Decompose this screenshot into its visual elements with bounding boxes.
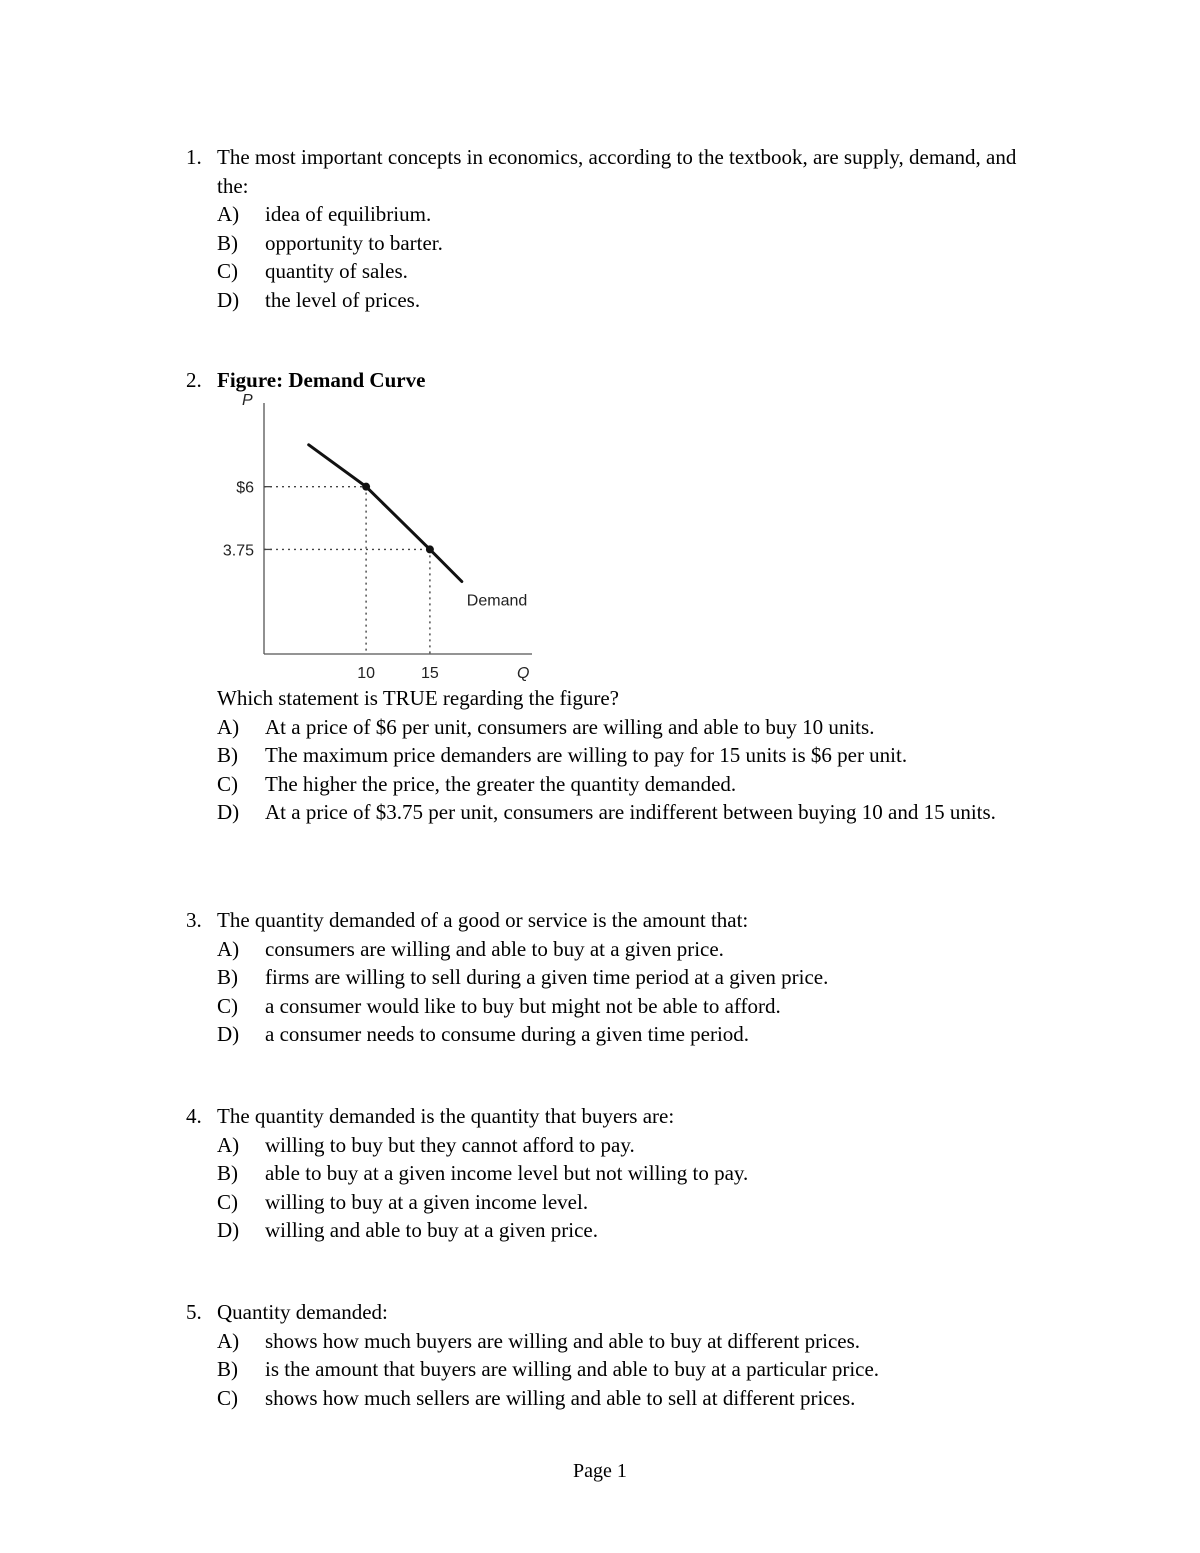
option-letter: B)	[217, 230, 238, 255]
answer-option-b	[186, 963, 1046, 992]
option-text: willing to buy but they cannot afford to pay.	[265, 1132, 635, 1157]
demand-point	[362, 483, 370, 491]
question-number: 2.	[186, 368, 202, 392]
option-letter: A)	[217, 714, 240, 739]
option-letter: C)	[217, 771, 238, 796]
x-tick-label: 10	[357, 665, 375, 682]
option-text: shows how much sellers are willing and able to sell at different prices.	[265, 1385, 856, 1410]
question-3	[186, 906, 1046, 1049]
option-text: able to buy at a given income level but not willing to pay.	[265, 1161, 749, 1185]
answer-option-a	[186, 1327, 1046, 1356]
option-letter: B)	[217, 1161, 238, 1185]
answer-option-b	[186, 1159, 1046, 1188]
y-axis-label: P	[242, 392, 253, 409]
option-text: opportunity to barter.	[265, 230, 443, 255]
question-2	[186, 684, 1046, 827]
answer-option-c	[186, 257, 1046, 286]
demand-curve-chart	[212, 388, 542, 688]
option-text: The maximum price demanders are willing to pay for 15 units is $6 per unit.	[265, 743, 908, 767]
answer-option-a	[186, 935, 1046, 964]
option-text: consumers are willing and able to buy at a given price.	[265, 936, 724, 961]
demand-point	[426, 545, 434, 553]
option-text: the level of prices.	[265, 287, 421, 312]
x-tick-label: 15	[421, 665, 439, 682]
option-letter: B)	[217, 965, 238, 989]
question-stem: The quantity demanded of a good or service is the amount that:	[217, 908, 749, 932]
question-5	[186, 1298, 1046, 1412]
option-text: willing to buy at a given income level.	[265, 1189, 589, 1214]
answer-option-c	[186, 770, 1046, 799]
question-stem: Quantity demanded:	[217, 1300, 388, 1324]
option-text: willing and able to buy at a given price.	[265, 1218, 598, 1242]
option-text: idea of equilibrium.	[265, 202, 432, 226]
answer-option-a	[186, 713, 1046, 742]
question-number: 4.	[186, 1104, 202, 1128]
answer-option-c	[186, 992, 1046, 1021]
option-letter: C)	[217, 1189, 238, 1214]
option-text: quantity of sales.	[265, 259, 408, 283]
option-letter: B)	[217, 743, 238, 767]
option-text: is the amount that buyers are willing and able to buy at a particular price.	[265, 1357, 880, 1381]
question-stem: The quantity demanded is the quantity that buyers are:	[217, 1104, 675, 1128]
guide-lines	[264, 487, 430, 654]
demand-curve-line	[309, 445, 462, 582]
answer-option-a	[186, 200, 1046, 229]
option-letter: D)	[217, 800, 240, 824]
question-number: 3.	[186, 908, 202, 932]
option-letter: A)	[217, 1132, 240, 1157]
answer-option-d	[186, 1020, 1046, 1049]
option-letter: C)	[217, 259, 238, 283]
option-text: a consumer would like to buy but might not be able to afford.	[265, 993, 781, 1018]
answer-option-d	[186, 286, 1046, 315]
answer-option-d	[186, 798, 1046, 827]
y-tick-label: 3.75	[222, 542, 254, 560]
page-number: Page 1	[573, 1460, 627, 1482]
answer-option-b	[186, 741, 1046, 770]
option-letter: D)	[217, 287, 240, 312]
option-text: At a price of $3.75 per unit, consumers are indifferent between buying 10 and 15 units.	[265, 800, 996, 824]
option-text: a consumer needs to consume during a given time period.	[265, 1022, 750, 1046]
answer-option-b	[186, 1355, 1046, 1384]
answer-option-c	[186, 1188, 1046, 1217]
y-tick-label: $6	[236, 479, 254, 497]
option-letter: A)	[217, 202, 240, 226]
option-text: The higher the price, the greater the quantity demanded.	[265, 771, 737, 796]
option-letter: D)	[217, 1218, 240, 1242]
option-text: At a price of $6 per unit, consumers are willing and able to buy 10 units.	[265, 714, 875, 739]
option-letter: A)	[217, 936, 240, 961]
option-letter: A)	[217, 1328, 240, 1353]
question-number: 1.	[186, 145, 202, 169]
figure-title: Figure: Demand Curve	[217, 368, 426, 392]
option-letter: C)	[217, 1385, 238, 1410]
question-1	[186, 143, 1046, 314]
question-4	[186, 1102, 1046, 1245]
question-stem: Which statement is TRUE regarding the figure?	[217, 686, 619, 710]
demand-series-label: Demand	[466, 592, 528, 610]
x-axis-label: Q	[517, 665, 530, 682]
answer-option-c	[186, 1384, 1046, 1413]
answer-option-b	[186, 229, 1046, 258]
question-number: 5.	[186, 1300, 202, 1324]
option-text: firms are willing to sell during a given time period at a given price.	[265, 965, 829, 989]
answer-option-d	[186, 1216, 1046, 1245]
question-stem: The most important concepts in economics, according to the textbook, are supply, demand, and the:	[217, 145, 1017, 198]
option-text: shows how much buyers are willing and able to buy at different prices.	[265, 1328, 861, 1353]
answer-option-a	[186, 1131, 1046, 1160]
option-letter: C)	[217, 993, 238, 1018]
option-letter: B)	[217, 1357, 238, 1381]
option-letter: D)	[217, 1022, 240, 1046]
